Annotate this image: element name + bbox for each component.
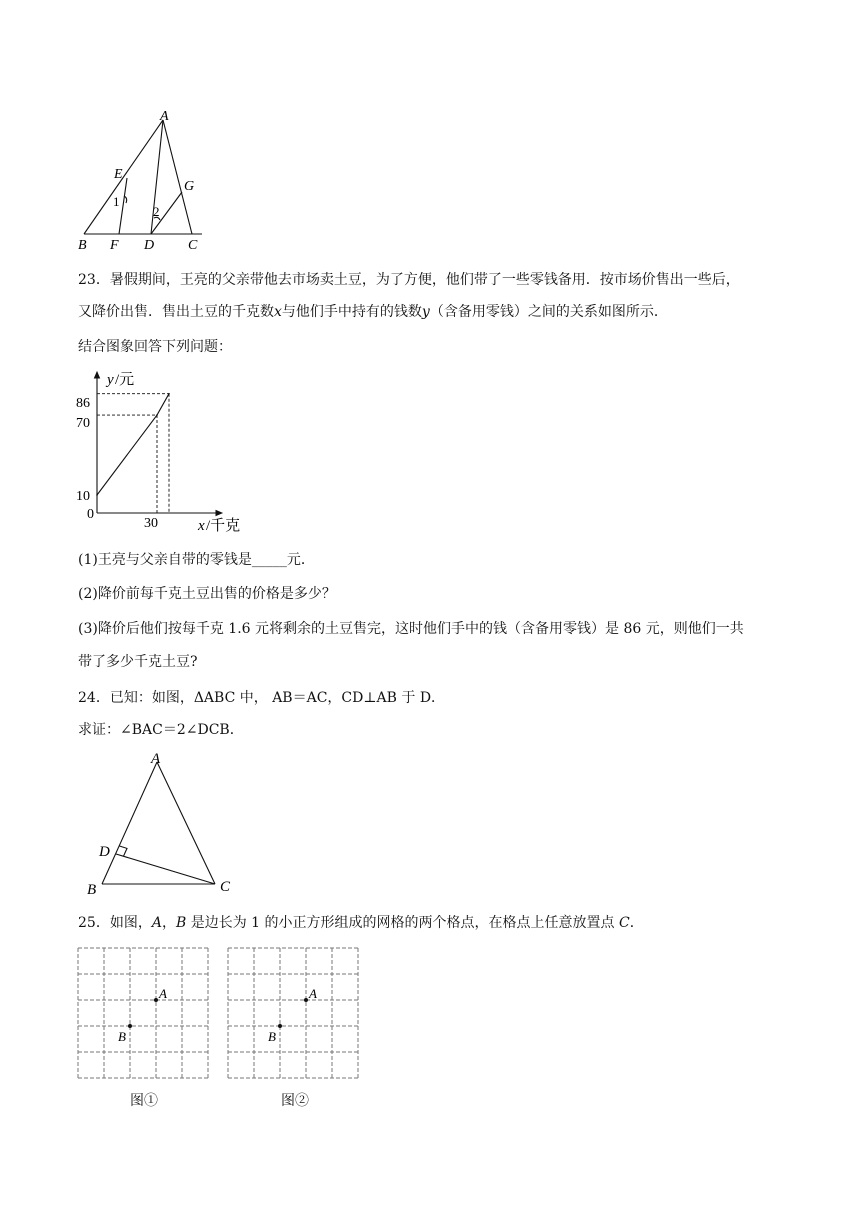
point-A: A [151, 915, 162, 931]
triangle-figure-24 [82, 748, 242, 898]
q24-line1: 24．已知：如图，ΔABC 中， AB＝AC，CD⊥AB 于 D． [78, 690, 446, 706]
q25-line1-c: ． [629, 915, 644, 931]
label-B: B [87, 882, 97, 898]
data-line [97, 394, 169, 495]
y-tick-70: 70 [76, 416, 90, 431]
grid-point-B [278, 1024, 282, 1028]
q23-sub1: (1)王亮与父亲自带的零钱是_____元． [78, 552, 315, 568]
grid-figure-2 [226, 946, 362, 1082]
q23-line3: 结合图象回答下列问题： [78, 339, 232, 355]
origin-label: 0 [87, 507, 94, 522]
y-tick-86: 86 [76, 396, 90, 411]
q23-line2-b: 与他们手中持有的钱数 [281, 304, 422, 320]
triangle-figure-22 [74, 108, 214, 254]
grid-figure-1 [76, 946, 212, 1082]
grid-point-B [128, 1024, 132, 1028]
caption-figure-2: 图② [281, 1093, 309, 1109]
q25-line1-a: 25．如图， [78, 915, 152, 931]
grid-label-A: A [309, 986, 317, 1001]
q23-sub3-line2: 带了多少千克土豆? [78, 654, 198, 670]
q23-sub3-line1: (3)降价后他们按每千克 1.6 元将剩余的土豆售完，这时他们手中的钱（含备用零钱）是 86 元，则他们一共 [78, 621, 744, 637]
q25-comma: ， [161, 915, 176, 931]
label-F: F [110, 238, 119, 253]
q23-line1: 23．暑假期间，王亮的父亲带他去市场卖土豆，为了方便，他们带了一些零钱备用．按市场价售出一些后， [78, 272, 740, 288]
data-point-0 [96, 494, 98, 496]
q24-line2: 求证：∠BAC＝2∠DCB． [78, 722, 244, 738]
x-axis-unit: /千克 [206, 518, 241, 534]
q25-line1 [78, 913, 798, 933]
y-axis-var: y [107, 372, 114, 388]
x-axis-var: x [198, 518, 205, 534]
grid-label-B: B [118, 1029, 126, 1044]
point-B: B [175, 915, 187, 931]
q23-line2 [78, 302, 798, 322]
q23-line2-c: （含备用零钱）之间的关系如图所示． [429, 304, 668, 320]
var-y: y [421, 304, 430, 320]
grid-point-A [154, 998, 158, 1002]
caption-figure-1: 图① [130, 1093, 158, 1109]
label-2: 2 [153, 204, 160, 219]
x-tick-30: 30 [144, 516, 158, 531]
label-B: B [78, 238, 87, 253]
q25-line1-b: 是边长为 1 的小正方形组成的网格的两个格点，在格点上任意放置点 [186, 915, 619, 931]
label-D: D [144, 238, 155, 253]
grid-point-A [304, 998, 308, 1002]
q23-line2-a: 又降价出售．售出土豆的千克数 [78, 304, 274, 320]
label-1: 1 [113, 194, 120, 209]
q23-sub2: (2)降价前每千克土豆出售的价格是多少？ [78, 586, 336, 602]
money-vs-kg-chart [74, 364, 254, 536]
y-tick-10: 10 [76, 489, 90, 504]
grid-label-B: B [268, 1029, 276, 1044]
var-x: x [274, 304, 282, 320]
label-D: D [99, 844, 110, 860]
label-A: A [160, 109, 169, 124]
grid-label-A: A [159, 986, 167, 1001]
label-C: C [220, 879, 231, 895]
label-C: C [188, 238, 198, 253]
point-C: C [618, 915, 630, 931]
y-axis-unit: /元 [115, 372, 135, 388]
label-E: E [114, 167, 123, 182]
label-A: A [151, 751, 161, 767]
label-G: G [184, 179, 195, 194]
